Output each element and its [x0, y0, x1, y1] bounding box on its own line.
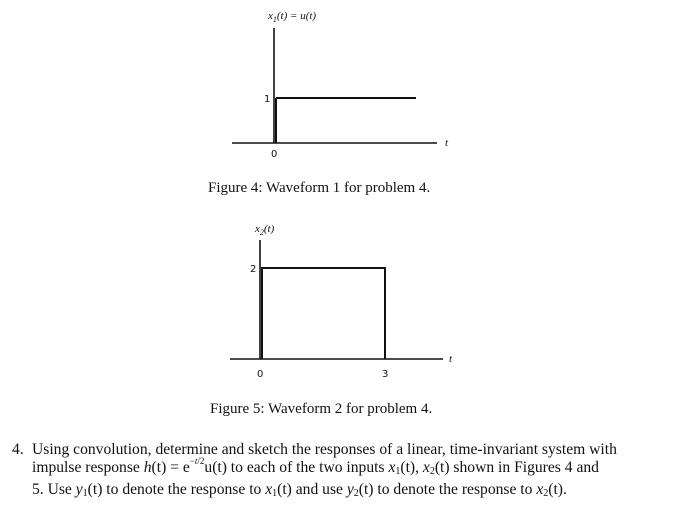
problem-4-text: [12, 441, 694, 503]
fig4-ytick-1: 1: [264, 94, 271, 105]
problem-line-3: 5. Use $y_1(t)$ to denote the response to $x_1(t)$ and use $y_2(t)$ to denote the response to $x_2(t)$.: [32, 481, 567, 499]
problem-line-1: Using convolution, determine and sketch the responses of a linear, time-invariant system with: [32, 441, 617, 458]
fig5-ytick-2: 2: [250, 264, 257, 275]
fig5-xtick-3: 3: [382, 369, 389, 380]
exponent-fraction: −t/2: [189, 456, 205, 466]
fig5-signal-pulse: [262, 268, 385, 359]
figure-5-caption: Figure 5: Waveform 2 for problem 4.: [210, 401, 433, 417]
fig4-plot-label: $x_1(t) = u(t)$: [268, 10, 317, 24]
problem-number: 4.: [12, 441, 24, 458]
fig5-xaxis-label: t: [449, 353, 453, 365]
figure-5-plot: [230, 223, 453, 380]
problem-line-2: impulse response h(t) = e−t/2u(t) to each of the two inputs $x_1(t)$, $x_2(t)$ shown in Figures 4 and: [12, 459, 694, 481]
fig5-plot-label: $x_2(t)$: [255, 223, 275, 237]
figure-4-plot: [232, 10, 449, 160]
figure-4-caption: Figure 4: Waveform 1 for problem 4.: [208, 180, 431, 196]
fig5-xtick-0: 0: [257, 369, 264, 380]
fig4-xaxis-label: t: [445, 137, 449, 149]
fig4-xtick-0: 0: [271, 149, 278, 160]
